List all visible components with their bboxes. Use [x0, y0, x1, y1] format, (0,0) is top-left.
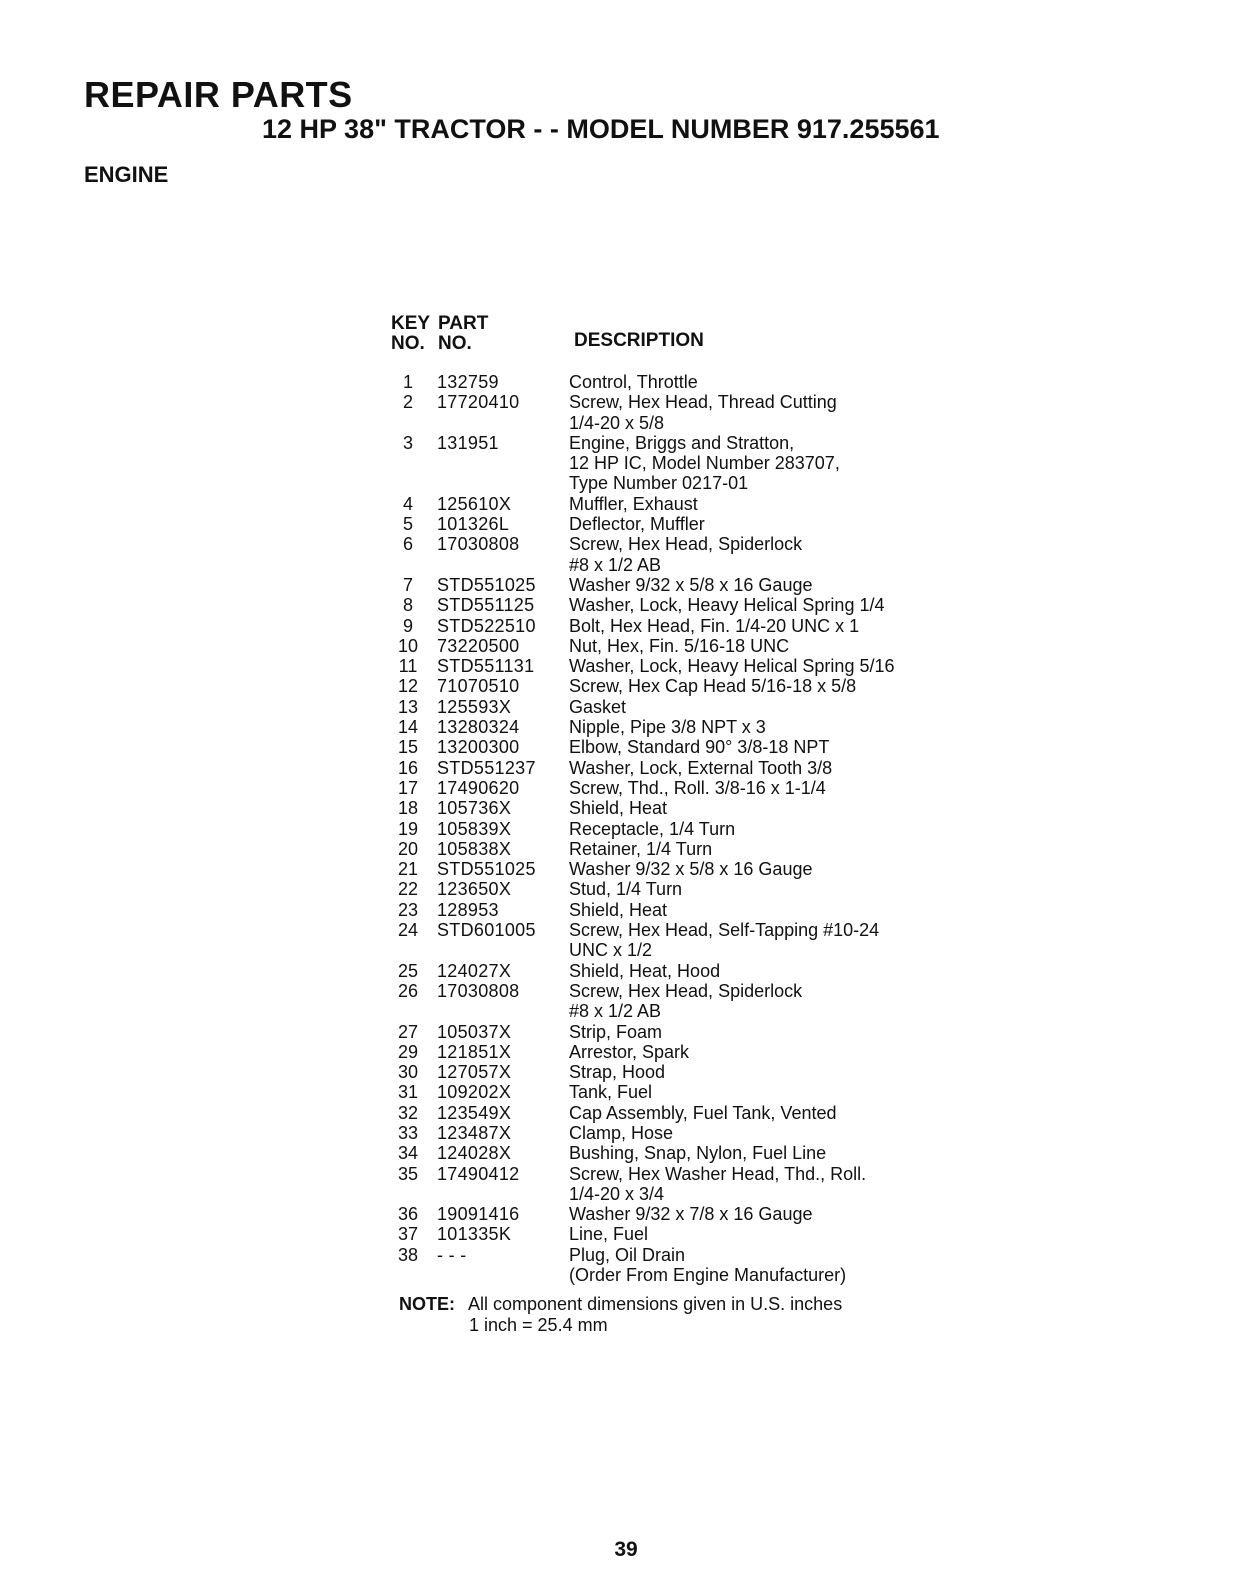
- description-line: Screw, Hex Head, Thread Cutting: [569, 392, 837, 413]
- description-cell: [569, 859, 973, 879]
- description-line: Strip, Foam: [569, 1021, 663, 1042]
- description-line: Washer 9/32 x 7/8 x 16 Gauge: [569, 1204, 813, 1225]
- key-no-cell: 17: [397, 777, 419, 798]
- description-cell: [569, 1062, 973, 1082]
- key-no-cell: 38: [397, 1244, 419, 1265]
- description-line: Washer, Lock, External Tooth 3/8: [569, 757, 833, 778]
- table-row: [393, 1143, 973, 1163]
- description-cell: [569, 737, 973, 757]
- key-no-cell: 31: [397, 1082, 419, 1103]
- part-no-cell: STD551237: [437, 757, 536, 778]
- description-cell: [569, 697, 973, 717]
- part-no-cell: 123487X: [437, 1122, 512, 1143]
- description-line: 1/4-20 x 5/8: [569, 412, 665, 433]
- key-no-cell: 22: [397, 879, 419, 900]
- key-no-cell: 14: [397, 717, 419, 738]
- table-row: [393, 636, 973, 656]
- description-line: Retainer, 1/4 Turn: [569, 838, 713, 859]
- table-row: [393, 372, 973, 392]
- key-no-cell: 7: [402, 574, 413, 595]
- part-no-cell: 17490412: [437, 1163, 520, 1184]
- description-cell: [569, 961, 973, 981]
- key-no-cell: 1: [402, 372, 413, 392]
- key-no-cell: 10: [397, 635, 419, 656]
- table-row: [393, 859, 973, 879]
- table-row: [393, 1224, 973, 1244]
- table-row: [393, 920, 973, 961]
- key-no-cell: 16: [397, 757, 419, 778]
- table-row: [393, 1022, 973, 1042]
- description-cell: [569, 616, 973, 636]
- description-cell: [569, 839, 973, 859]
- description-line: 12 HP IC, Model Number 283707,: [569, 453, 840, 474]
- description-line: Tank, Fuel: [569, 1082, 653, 1103]
- page-number: 39: [614, 1538, 638, 1561]
- description-cell: [569, 1245, 973, 1286]
- table-row: [393, 798, 973, 818]
- description-line: 1/4-20 x 3/4: [569, 1183, 665, 1204]
- table-row: [393, 433, 973, 494]
- part-no-cell: STD522510: [437, 615, 536, 636]
- description-line: Cap Assembly, Fuel Tank, Vented: [569, 1102, 837, 1123]
- table-row: [393, 1042, 973, 1062]
- description-line: Strap, Hood: [569, 1062, 666, 1083]
- part-no-cell: STD551125: [437, 595, 535, 616]
- note-text: [468, 1294, 842, 1336]
- description-line: Gasket: [569, 696, 627, 717]
- description-cell: [569, 636, 973, 656]
- description-cell: [569, 1042, 973, 1062]
- description-line: Bolt, Hex Head, Fin. 1/4-20 UNC x 1: [569, 615, 860, 636]
- key-no-cell: 23: [397, 899, 419, 920]
- description-line: #8 x 1/2 AB: [569, 554, 662, 575]
- key-no-cell: 6: [402, 534, 413, 555]
- table-row: [393, 514, 973, 534]
- table-row: [393, 1164, 973, 1205]
- part-no-cell: 128953: [437, 899, 499, 920]
- description-line: Washer 9/32 x 5/8 x 16 Gauge: [569, 574, 813, 595]
- description-line: Arrestor, Spark: [569, 1041, 690, 1062]
- part-no-cell: 105037X: [437, 1021, 512, 1042]
- key-no-cell: 18: [397, 798, 419, 819]
- section-heading: ENGINE: [84, 162, 169, 187]
- key-no-cell: 35: [397, 1163, 419, 1184]
- description-cell: [569, 1164, 973, 1205]
- description-cell: [569, 676, 973, 696]
- description-line: Screw, Hex Head, Self-Tapping #10-24: [569, 920, 880, 941]
- key-no-cell: 24: [397, 920, 419, 941]
- part-no-cell: 123650X: [437, 879, 512, 900]
- part-no-cell: 131951: [437, 432, 499, 453]
- description-line: Screw, Thd., Roll. 3/8-16 x 1-1/4: [569, 777, 826, 798]
- table-row: [393, 717, 973, 737]
- part-no-cell: 123549X: [437, 1102, 512, 1123]
- table-row: [393, 534, 973, 575]
- description-cell: [569, 778, 973, 798]
- part-no-cell: STD551131: [437, 656, 535, 677]
- table-row: [393, 900, 973, 920]
- key-no-cell: 34: [397, 1143, 419, 1164]
- description-cell: [569, 1143, 973, 1163]
- parts-table-header: [391, 314, 891, 358]
- description-cell: [569, 758, 973, 778]
- key-no-cell: 8: [402, 595, 413, 616]
- description-line: Clamp, Hose: [569, 1122, 674, 1143]
- description-line: Screw, Hex Washer Head, Thd., Roll.: [569, 1163, 867, 1184]
- description-cell: [569, 920, 973, 961]
- part-no-cell: 17720410: [437, 392, 520, 413]
- key-no-cell: 27: [397, 1021, 419, 1042]
- part-no-cell: STD601005: [437, 920, 536, 941]
- description-line: Nut, Hex, Fin. 5/16-18 UNC: [569, 635, 790, 656]
- header-part-no-line2: NO.: [438, 333, 472, 354]
- table-row: [393, 1103, 973, 1123]
- description-line: Screw, Hex Head, Spiderlock: [569, 534, 803, 555]
- description-cell: [569, 900, 973, 920]
- description-cell: [569, 656, 973, 676]
- part-no-cell: 17030808: [437, 534, 520, 555]
- key-no-cell: 37: [397, 1224, 419, 1245]
- header-key-no-line2: NO.: [391, 333, 425, 354]
- description-line: Screw, Hex Head, Spiderlock: [569, 980, 803, 1001]
- table-row: [393, 758, 973, 778]
- description-cell: [569, 514, 973, 534]
- note-label: NOTE:: [399, 1294, 455, 1314]
- description-line: Line, Fuel: [569, 1224, 649, 1245]
- part-no-cell: 125610X: [437, 493, 512, 514]
- part-no-cell: 109202X: [437, 1082, 512, 1103]
- table-row: [393, 737, 973, 757]
- table-row: [393, 839, 973, 859]
- table-row: [393, 656, 973, 676]
- part-no-cell: 125593X: [437, 696, 512, 717]
- description-line: Shield, Heat, Hood: [569, 960, 721, 981]
- description-cell: [569, 392, 973, 433]
- description-cell: [569, 798, 973, 818]
- key-no-cell: 25: [397, 960, 419, 981]
- description-cell: [569, 879, 973, 899]
- key-no-cell: 29: [397, 1041, 419, 1062]
- description-cell: [569, 494, 973, 514]
- description-line: Receptacle, 1/4 Turn: [569, 818, 736, 839]
- part-no-cell: STD551025: [437, 574, 536, 595]
- table-row: [393, 1245, 973, 1286]
- part-no-cell: 13200300: [437, 737, 520, 758]
- header-key-no-line1: KEY: [391, 313, 431, 334]
- description-line: Control, Throttle: [569, 372, 698, 392]
- note: [399, 1294, 842, 1336]
- table-row: [393, 1204, 973, 1224]
- key-no-cell: 36: [397, 1204, 419, 1225]
- table-row: [393, 961, 973, 981]
- key-no-cell: 4: [402, 493, 413, 514]
- key-no-cell: 2: [402, 392, 413, 413]
- description-line: UNC x 1/2: [569, 940, 653, 961]
- description-line: Type Number 0217-01: [569, 473, 749, 494]
- part-no-cell: 19091416: [437, 1204, 520, 1225]
- key-no-cell: 9: [402, 615, 413, 636]
- description-cell: [569, 717, 973, 737]
- part-no-cell: 105736X: [437, 798, 512, 819]
- description-cell: [569, 433, 973, 494]
- description-line: Shield, Heat: [569, 899, 668, 920]
- key-no-cell: 5: [402, 514, 413, 535]
- description-cell: [569, 575, 973, 595]
- part-no-cell: 71070510: [437, 676, 520, 697]
- part-no-cell: 17490620: [437, 777, 520, 798]
- table-row: [393, 819, 973, 839]
- description-line: Washer 9/32 x 5/8 x 16 Gauge: [569, 859, 813, 880]
- key-no-cell: 26: [397, 980, 419, 1001]
- description-cell: [569, 1204, 973, 1224]
- description-line: Washer, Lock, Heavy Helical Spring 1/4: [569, 595, 885, 616]
- description-cell: [569, 534, 973, 575]
- table-row: [393, 1062, 973, 1082]
- key-no-cell: 3: [402, 432, 413, 453]
- part-no-cell: 124028X: [437, 1143, 512, 1164]
- page-title: REPAIR PARTS: [84, 74, 353, 115]
- description-line: Screw, Hex Cap Head 5/16-18 x 5/8: [569, 676, 857, 697]
- description-line: Elbow, Standard 90° 3/8-18 NPT: [569, 737, 830, 758]
- note-line: All component dimensions given in U.S. inches: [468, 1294, 843, 1314]
- table-row: [393, 879, 973, 899]
- key-no-cell: 19: [397, 818, 419, 839]
- part-no-cell: - - -: [437, 1244, 467, 1265]
- key-no-cell: 20: [397, 838, 419, 859]
- key-no-cell: 12: [397, 676, 419, 697]
- description-cell: [569, 595, 973, 615]
- description-line: Stud, 1/4 Turn: [569, 879, 683, 900]
- description-cell: [569, 1224, 973, 1244]
- description-cell: [569, 1082, 973, 1102]
- key-no-cell: 13: [397, 696, 419, 717]
- part-no-cell: 124027X: [437, 960, 512, 981]
- key-no-cell: 21: [397, 859, 419, 880]
- key-no-cell: 11: [398, 656, 418, 677]
- part-no-cell: 132759: [437, 372, 499, 392]
- description-line: Deflector, Muffler: [569, 514, 705, 535]
- part-no-cell: 105838X: [437, 838, 512, 859]
- key-no-cell: 30: [397, 1062, 419, 1083]
- part-no-cell: 105839X: [437, 818, 512, 839]
- table-row: [393, 392, 973, 433]
- table-row: [393, 1082, 973, 1102]
- description-cell: [569, 1123, 973, 1143]
- parts-table: [393, 372, 973, 1285]
- table-row: [393, 1123, 973, 1143]
- description-line: Engine, Briggs and Stratton,: [569, 432, 795, 453]
- table-row: [393, 697, 973, 717]
- part-no-cell: STD551025: [437, 859, 536, 880]
- table-row: [393, 676, 973, 696]
- description-cell: [569, 1103, 973, 1123]
- description-line: Muffler, Exhaust: [569, 493, 698, 514]
- description-line: Plug, Oil Drain: [569, 1244, 686, 1265]
- description-cell: [569, 1022, 973, 1042]
- header-part-no-line1: PART: [438, 313, 489, 334]
- description-line: (Order From Engine Manufacturer): [569, 1265, 847, 1286]
- table-row: [393, 575, 973, 595]
- part-no-cell: 73220500: [437, 635, 520, 656]
- table-row: [393, 616, 973, 636]
- key-no-cell: 33: [397, 1122, 419, 1143]
- description-cell: [569, 819, 973, 839]
- part-no-cell: 13280324: [437, 717, 520, 738]
- table-row: [393, 494, 973, 514]
- header-description: DESCRIPTION: [574, 330, 704, 351]
- description-cell: [569, 981, 973, 1022]
- part-no-cell: 121851X: [437, 1041, 512, 1062]
- description-line: #8 x 1/2 AB: [569, 1001, 662, 1022]
- part-no-cell: 127057X: [437, 1062, 512, 1083]
- table-row: [393, 778, 973, 798]
- description-line: Shield, Heat: [569, 798, 668, 819]
- part-no-cell: 101335K: [437, 1224, 512, 1245]
- part-no-cell: 17030808: [437, 980, 520, 1001]
- table-row: [393, 981, 973, 1022]
- description-line: Nipple, Pipe 3/8 NPT x 3: [569, 717, 766, 738]
- model-subtitle: 12 HP 38" TRACTOR - - MODEL NUMBER 917.255561: [262, 114, 940, 144]
- note-line: 1 inch = 25.4 mm: [469, 1315, 608, 1335]
- description-cell: [569, 372, 973, 392]
- description-line: Washer, Lock, Heavy Helical Spring 5/16: [569, 656, 895, 677]
- key-no-cell: 32: [397, 1102, 419, 1123]
- key-no-cell: 15: [397, 737, 419, 758]
- part-no-cell: 101326L: [437, 514, 510, 535]
- description-line: Bushing, Snap, Nylon, Fuel Line: [569, 1143, 827, 1164]
- table-row: [393, 595, 973, 615]
